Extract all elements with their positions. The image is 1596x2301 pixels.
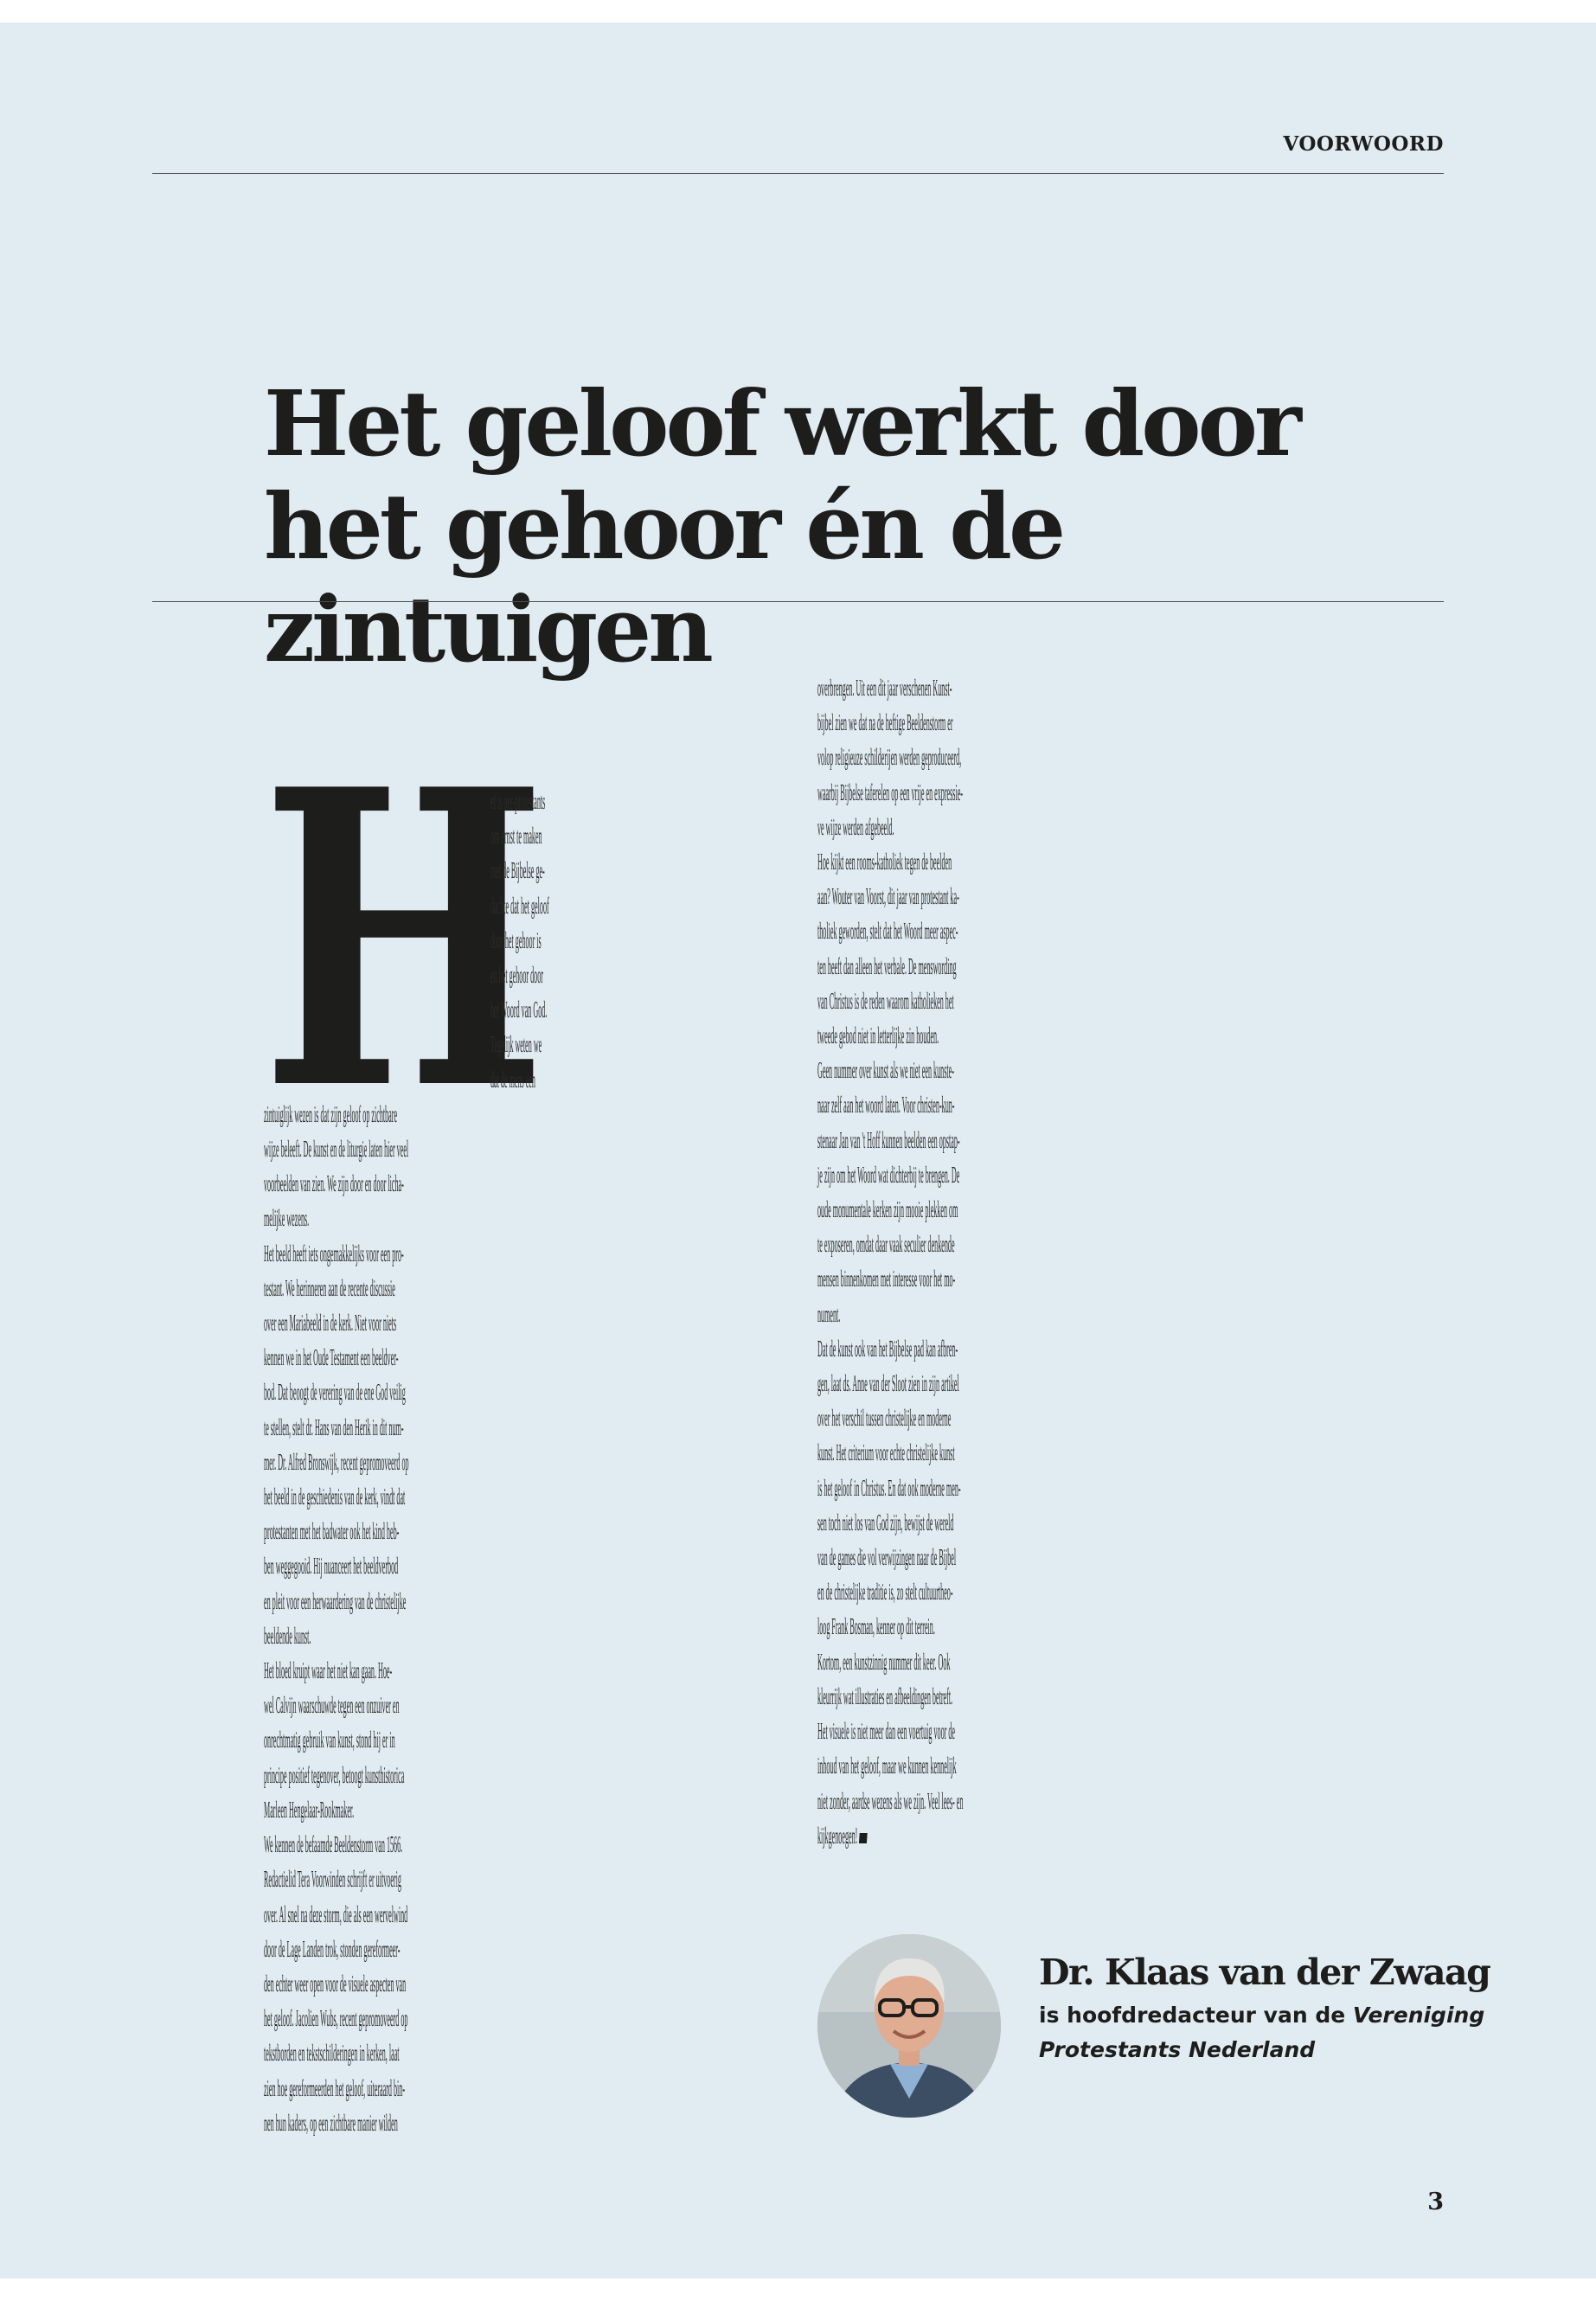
body-line: stenaar Jan van 't Hoff kunnen beelden een opstap- xyxy=(817,1126,960,1153)
body-line: den echter weer open voor de visuele aspecten van xyxy=(264,1970,407,1997)
body-line: mer. Dr. Alfred Bronswijk, recent gepromoveerd op xyxy=(264,1448,409,1475)
body-line: volop religieuze schilderijen werden geproduceerd, xyxy=(817,744,962,771)
body-line: ten heeft dan alleen het verbale. De menswording xyxy=(817,952,957,979)
body-line: het geloof. Jacolien Wubs, recent gepromoveerd op xyxy=(264,2005,408,2032)
body-line: wijze beleeft. De kunst en de liturgie laten hier veel xyxy=(264,1136,409,1163)
body-line: Het visuele is niet meer dan een voertuig voor de xyxy=(817,1718,956,1745)
body-line: het Woord van God. xyxy=(490,997,548,1023)
body-line: principe positief tegenover, betoogt kunsthistorica xyxy=(264,1761,405,1788)
body-line: Dat de kunst ook van het Bijbelse pad kan afbren- xyxy=(817,1335,958,1362)
body-line: overbrengen. Uit een dit jaar verschenen Kunst- xyxy=(817,675,952,701)
page-number: 3 xyxy=(1427,2189,1444,2215)
body-line: Redactielid Tera Voorwinden schrijft er uitvoerig xyxy=(264,1866,401,1893)
author-portrait-image xyxy=(817,1934,1001,2118)
body-line: over het verschil tussen christelijke en moderne xyxy=(817,1405,952,1432)
body-line: zintuiglijk wezen is dat zijn geloof op zichtbare xyxy=(264,1100,398,1127)
body-line: en de christelijke traditie is, zo stelt cultuurtheo- xyxy=(817,1579,953,1606)
body-line: dachte dat het geloof xyxy=(490,892,549,919)
author-organization: Vereniging Protestants Nederland xyxy=(1039,2003,1485,2062)
title-divider xyxy=(152,601,1444,602)
body-line: beeldende kunst. xyxy=(264,1622,311,1649)
body-line: wel Calvijn waarschuwde tegen een onzuiver en xyxy=(264,1692,400,1719)
body-line: Tegelijk weten we xyxy=(490,1031,542,1058)
author-portrait xyxy=(817,1934,1001,2118)
body-line: is het geloof in Christus. En dat ook moderne men- xyxy=(817,1474,961,1501)
body-line: door het gehoor is xyxy=(490,926,542,953)
body-line: om ernst te maken xyxy=(490,823,542,849)
body-line: ben weggegooid. Hij nuanceert het beeldverbod xyxy=(264,1553,399,1580)
body-line: oude monumentale kerken zijn mooie plekken om xyxy=(817,1196,958,1223)
body-line: zien hoe gereformeerden het geloof, uiteraard bin- xyxy=(264,2074,406,2101)
body-line: tweede gebod niet in letterlijke zin houden. xyxy=(817,1022,939,1049)
body-line: voorbeelden van zien. We zijn door en door licha- xyxy=(264,1170,404,1197)
body-line: testant. We herinneren aan de recente discussie xyxy=(264,1274,395,1301)
body-line: ve wijze werden afgebeeld. xyxy=(817,813,894,840)
end-mark-icon xyxy=(859,1833,868,1843)
body-line: door de Lage Landen trok, stonden gereformeer- xyxy=(264,1935,401,1962)
body-line: melijke wezens. xyxy=(264,1205,310,1232)
body-line: en pleit voor een herwaardering van de christelijke xyxy=(264,1587,407,1614)
body-line: kleurrijk wat illustraties en afbeeldingen betreft. xyxy=(817,1682,953,1709)
body-line: protestanten met het badwater ook het kind heb- xyxy=(264,1518,400,1545)
article-column-left xyxy=(264,784,780,2140)
body-line: te exposeren, omdat daar vaak seculier denkende xyxy=(817,1231,955,1258)
body-line: Kortom, een kunstzinnig nummer dit keer. Ook xyxy=(817,1648,951,1675)
body-line: kunst. Het criterium voor echte christelijke kunst xyxy=(817,1439,955,1466)
body-line: kennen we in het Oude Testament een beeldver- xyxy=(264,1344,399,1371)
body-line: te stellen, stelt dr. Hans van den Herik in dit num- xyxy=(264,1413,404,1440)
body-line: loog Frank Bosman, kenner op dit terrein. xyxy=(817,1613,935,1640)
drop-cap-letter: H xyxy=(261,773,547,1085)
body-line: nen hun kaders, op een zichtbare manier wilden xyxy=(264,2109,398,2136)
body-line: waarbij Bijbelse taferelen op een vrije en expressie- xyxy=(817,779,963,805)
body-line: onrechtmatig gebruik van kunst, stond hij er in xyxy=(264,1727,395,1753)
body-line: bijbel zien we dat na de heftige Beeldenstorm er xyxy=(817,709,953,736)
body-line: tholiek geworden, stelt dat het Woord meer aspec- xyxy=(817,918,958,945)
body-line: kijkgenoegen! xyxy=(817,1818,1336,1853)
body-line: nument. xyxy=(817,1300,841,1327)
author-name: Dr. Klaas van der Zwaag xyxy=(1039,1952,1490,1993)
page xyxy=(0,22,1596,2279)
body-line: van Christus is de reden waarom katholieken het xyxy=(817,987,954,1014)
body-line: et is oer-protestants xyxy=(490,788,546,814)
body-line: Het bloed kruipt waar het niet kan gaan. Hoe- xyxy=(264,1657,393,1684)
body-line: Geen nummer over kunst als we niet een kunste- xyxy=(817,1057,954,1084)
body-line: Hoe kijkt een rooms-katholiek tegen de beelden xyxy=(817,849,952,875)
body-line: mensen binnenkomen met interesse voor het mo- xyxy=(817,1266,956,1292)
body-line: over. Al snel na deze storm, die als een wervelwind xyxy=(264,1900,408,1927)
body-line: Het beeld heeft iets ongemakkelijks voor een pro- xyxy=(264,1240,404,1266)
body-line: het beeld in de geschiedenis van de kerk, vindt dat xyxy=(264,1484,406,1510)
body-line: dat de mens een xyxy=(490,1066,535,1093)
author-role-text: is hoofdredacteur van de xyxy=(1039,2003,1346,2028)
body-line: niet zonder, aardse wezens als we zijn. Veel lees- en xyxy=(817,1787,964,1814)
body-line: tekstborden en tekstschilderingen in kerken, laat xyxy=(264,2040,400,2067)
body-line: met de Bijbelse ge- xyxy=(490,857,545,884)
body-line: gen, laat ds. Anne van der Sloot zien in zijn artikel xyxy=(817,1370,959,1397)
body-line: sen toch niet los van God zijn, bewijst de wereld xyxy=(817,1509,954,1535)
header-divider xyxy=(152,173,1444,174)
body-line: inhoud van het geloof, maar we kunnen kennelijk xyxy=(817,1753,957,1779)
author-role xyxy=(1039,1998,1489,2067)
article-title: Het geloof werkt door het gehoor én de zintuigen xyxy=(264,370,1298,683)
body-line: van de games die vol verwijzingen naar de Bijbel xyxy=(817,1544,957,1571)
body-line: bod. Dat beoogt de verering van de ene God veilig xyxy=(264,1379,406,1406)
body-line: je zijn om het Woord wat dichterbij te brengen. De xyxy=(817,1161,960,1188)
article-column-right xyxy=(817,670,1336,1853)
body-line: en het gehoor door xyxy=(490,962,543,989)
body-line: naar zelf aan het woord laten. Voor christen-kun- xyxy=(817,1092,955,1118)
body-line: We kennen de befaamde Beeldenstorm van 1566. xyxy=(264,1831,403,1858)
body-line: aan? Wouter van Voorst, dit jaar van protestant ka- xyxy=(817,883,959,910)
body-line: over een Mariabeeld in de kerk. Niet voor niets xyxy=(264,1310,397,1336)
section-label: VOORWOORD xyxy=(1283,132,1444,156)
body-line: Marleen Hengelaar-Rookmaker. xyxy=(264,1796,355,1823)
